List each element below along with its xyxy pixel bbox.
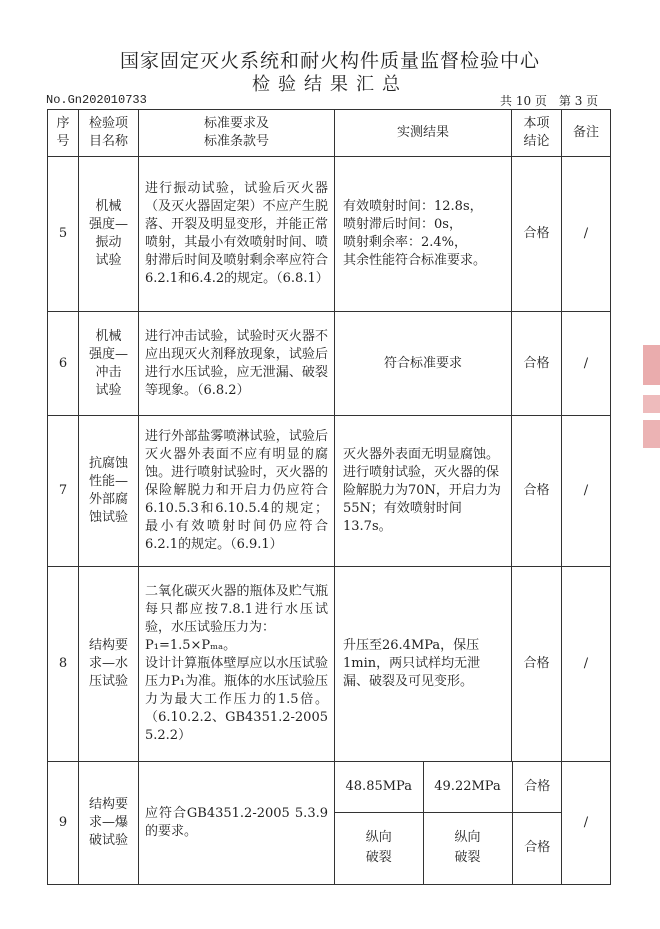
row-item: 抗腐蚀 性能— 外部腐 蚀试验 [79, 416, 139, 567]
burst-pressure-conclusion: 合格 [512, 762, 562, 812]
header-seq: 序 号 [48, 110, 79, 157]
row-seq: 5 [48, 157, 79, 312]
row-conclusion: 合格 [512, 567, 562, 762]
row-conclusion: 合格 [512, 312, 562, 416]
row-result: 符合标准要求 [335, 312, 512, 416]
burst-results [335, 762, 562, 885]
burst-mode-1: 纵向 破裂 [365, 830, 392, 866]
table-row [48, 762, 611, 885]
header-standard: 标准要求及 标准条款号 [139, 110, 335, 157]
row-standard: 应符合GB4351.2-2005 5.3.9的要求。 [139, 762, 335, 885]
document-number: No.Gn202010733 [46, 93, 147, 107]
row-remark: / [562, 567, 611, 762]
row-remark: / [562, 762, 611, 885]
burst-pressure-1: 48.85MPa [335, 762, 423, 812]
row-seq: 8 [48, 567, 79, 762]
header-item: 检验项 目名称 [79, 110, 139, 157]
row-standard [139, 567, 335, 762]
row-remark: / [562, 157, 611, 312]
formula-line: P₁=1.5×Pₘₐ。 [145, 638, 237, 653]
header-conclusion: 本项 结论 [512, 110, 562, 157]
row-seq: 9 [48, 762, 79, 885]
row-item: 机械 强度— 冲击 试验 [79, 312, 139, 416]
row-standard: 进行外部盐雾喷淋试验，试验后灭火器外表面不应有明显的腐蚀。进行喷射试验时，灭火器的保险解脱力和开启力仍应符合6.10.5.3和6.10.5.4的规定；最小有效喷射时间仍应符合6.2.1的规定。（6.9.1） [139, 416, 335, 567]
row-standard: 进行冲击试验，试验时灭火器不应出现灭火剂释放现象，试验后进行水压试验，应无泄漏、破裂等现象。（6.8.2） [139, 312, 335, 416]
row-result: 有效喷射时间：12.8s， 喷射滞后时间：0s， 喷射剩余率：2.4%， 其余性能符合标准要求。 [335, 157, 512, 312]
burst-mode-conclusion: 合格 [512, 812, 562, 884]
row-standard: 进行振动试验，试验后灭火器（及灭火器固定架）不应产生脱落、开裂及明显变形，并能正常喷射，其最小有效喷射时间、喷射滞后时间及喷射剩余率应符合6.2.1和6.4.2的规定。（6.8.1） [139, 157, 335, 312]
row-remark: / [562, 416, 611, 567]
table-row [48, 157, 611, 312]
seal-stamp-edge [643, 345, 660, 385]
table-row [48, 567, 611, 762]
row-conclusion: 合格 [512, 157, 562, 312]
burst-results-grid [335, 762, 562, 884]
page-info: 共 10 页 第 3 页 [500, 94, 599, 108]
row-seq: 6 [48, 312, 79, 416]
results-table [47, 109, 611, 885]
row-seq: 7 [48, 416, 79, 567]
standard-line: 二氧化碳灭火器的瓶体及贮气瓶每只都应按7.8.1进行水压试验，水压试验压力为： [145, 584, 328, 635]
header-result: 实测结果 [335, 110, 512, 157]
burst-pressure-2: 49.22MPa [423, 762, 512, 812]
table-row [48, 312, 611, 416]
row-item: 结构要 求—水 压试验 [79, 567, 139, 762]
row-result: 灭火器外表面无明显腐蚀。进行喷射试验，灭火器的保险解脱力为70N，开启力为55N；有效喷射时间13.7s。 [335, 416, 512, 567]
row-result: 升压至26.4MPa，保压1min，两只试样均无泄漏、破裂及可见变形。 [335, 567, 512, 762]
report-title: 国家固定灭火系统和耐火构件质量监督检验中心 [119, 50, 540, 72]
header-remark: 备注 [562, 110, 611, 157]
burst-mode-2: 纵向 破裂 [423, 812, 512, 884]
table-header-row [48, 110, 611, 157]
seal-stamp-edge [643, 395, 660, 413]
row-item: 机械 强度— 振动 试验 [79, 157, 139, 312]
standard-line: 设计计算瓶体壁厚应以水压试验压力P₁为准。瓶体的水压试验压力为最大工作压力的1.5倍。（6.10.2.2、GB4351.2-2005 5.2.2） [145, 656, 328, 743]
row-conclusion: 合格 [512, 416, 562, 567]
row-item: 结构要 求—爆 破试验 [79, 762, 139, 885]
table-row [48, 416, 611, 567]
row-remark: / [562, 312, 611, 416]
report-subtitle: 检验结果汇总 [252, 74, 408, 95]
seal-stamp-edge [643, 420, 660, 448]
